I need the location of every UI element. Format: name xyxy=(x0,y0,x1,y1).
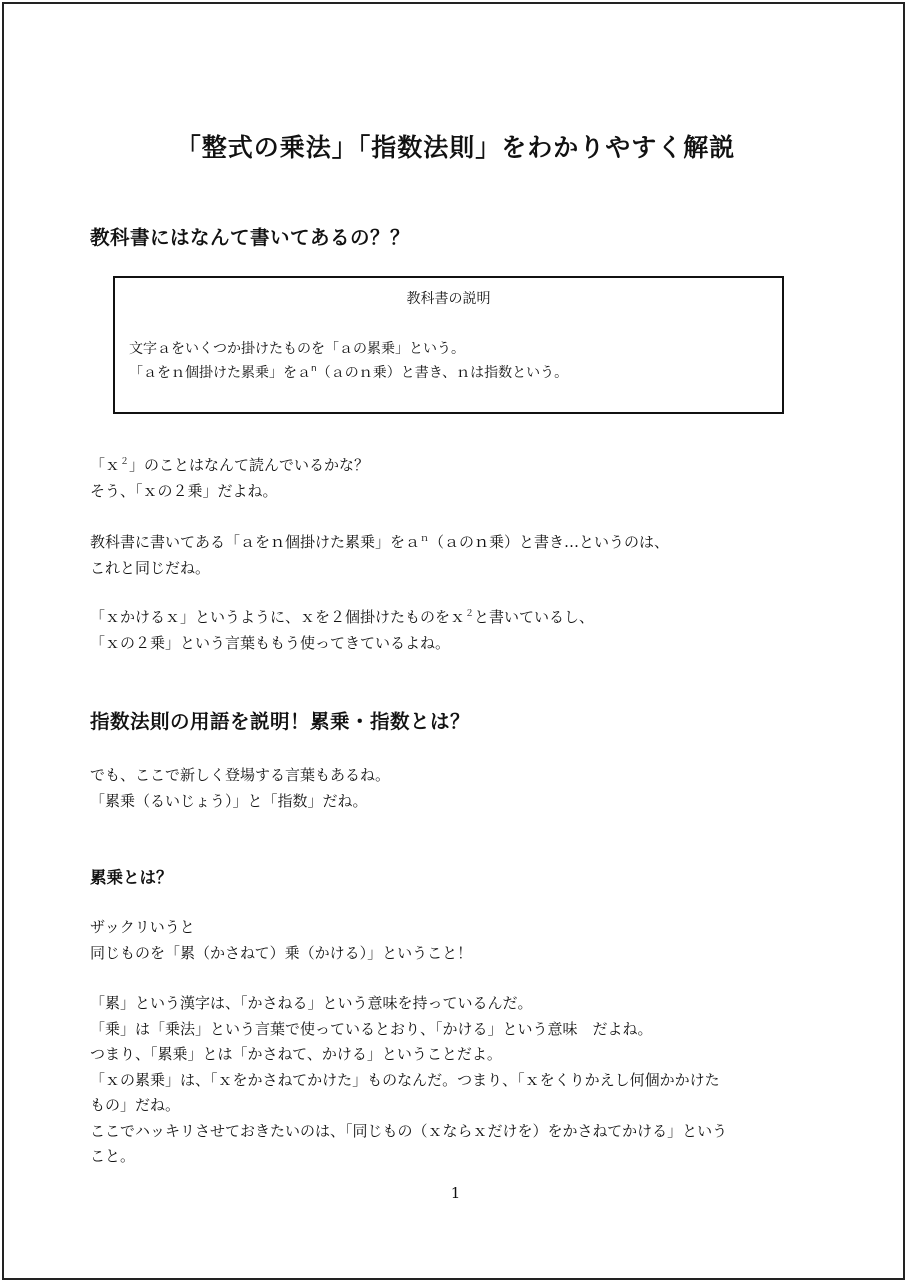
paragraph-line: もの」だね。 xyxy=(90,1096,181,1114)
paragraph-line xyxy=(90,453,820,479)
paragraph-line: そう、「ｘの２乗」だよね。 xyxy=(90,481,278,500)
paragraph-kanji-meaning xyxy=(90,991,820,1170)
text-segment: 「ｘ xyxy=(90,456,121,474)
paragraph-line xyxy=(90,530,820,556)
section-heading-terms: 指数法則の用語を説明！累乗・指数とは？ xyxy=(90,710,471,733)
textbox-line-1: 文字ａをいくつか掛けたものを「ａの累乗」という。 xyxy=(129,341,465,357)
paragraph-new-words xyxy=(90,763,820,814)
paragraph-line: こと。 xyxy=(90,1147,136,1165)
text-segment: （ａのｎ乗）と書き…というのは、 xyxy=(429,533,670,551)
paragraph-line: 「乗」は「乗法」という言葉で使っているとおり、「かける」という意味 だよね。 xyxy=(90,1019,653,1038)
paragraph-line: 「累乗（るいじょう）」と「指数」だね。 xyxy=(90,791,368,810)
paragraph-line: つまり、「累乗」とは「かさねて、かける」ということだよ。 xyxy=(90,1045,502,1063)
paragraph-line: 「ｘの２乗」という言葉ももう使ってきているよね。 xyxy=(90,633,451,652)
paragraph-x-squared xyxy=(90,453,820,504)
exponent-n: n xyxy=(311,364,317,374)
textbox-title: 教科書の説明 xyxy=(406,291,491,307)
paragraph-line: ここでハッキリさせておきたいのは、「同じもの（ｘならｘだけを）をかさねてかける」という xyxy=(90,1121,728,1140)
paragraph-line xyxy=(90,605,820,631)
subheading-power: 累乗とは？ xyxy=(90,868,173,887)
paragraph-line: 「累」という漢字は、「かさねる」という意味を持っているんだ。 xyxy=(90,994,533,1012)
section-heading-textbook: 教科書にはなんて書いてあるの？？ xyxy=(90,226,411,249)
text-segment: 教科書に書いてある「ａをｎ個掛けた累乗」をａ xyxy=(90,533,421,551)
paragraph-line: でも、ここで新しく登場する言葉もあるね。 xyxy=(90,766,391,784)
textbox-line-2 xyxy=(129,362,568,382)
exponent-2: ２ xyxy=(465,609,475,619)
textbox-line-2-part-a: 「ａをｎ個掛けた累乗」をａ xyxy=(129,365,311,381)
text-segment: 「ｘかけるｘ」というように、ｘを２個掛けたものをｘ xyxy=(90,608,466,626)
exponent-n: ｎ xyxy=(420,534,430,544)
paragraph-line: 同じものを「累（かさねて）乗（かける）」ということ！ xyxy=(90,943,473,962)
text-segment: と書いているし、 xyxy=(474,608,595,626)
paragraph-x-times-x xyxy=(90,605,820,656)
exponent-2: ２ xyxy=(120,457,130,467)
paragraph-line: 「ｘの累乗」は、「ｘをかさねてかけた」ものなんだ。つまり、「ｘをくりかえし何個かかけた xyxy=(90,1070,720,1089)
page-number: 1 xyxy=(450,1184,461,1202)
paragraph-textbook-same xyxy=(90,530,820,581)
textbox-line-2-part-b: （ａのｎ乗）と書き、ｎは指数という。 xyxy=(316,365,569,381)
paragraph-roughly xyxy=(90,915,820,966)
text-segment: 」のことはなんて読んでいるかな？ xyxy=(129,456,370,474)
paragraph-line: これと同じだね。 xyxy=(90,558,211,577)
textbook-explanation-box xyxy=(113,276,784,414)
paragraph-line: ザックリいうと xyxy=(90,918,195,936)
document-title: 「整式の乗法」「指数法則」をわかりやすく解説 xyxy=(175,133,736,162)
